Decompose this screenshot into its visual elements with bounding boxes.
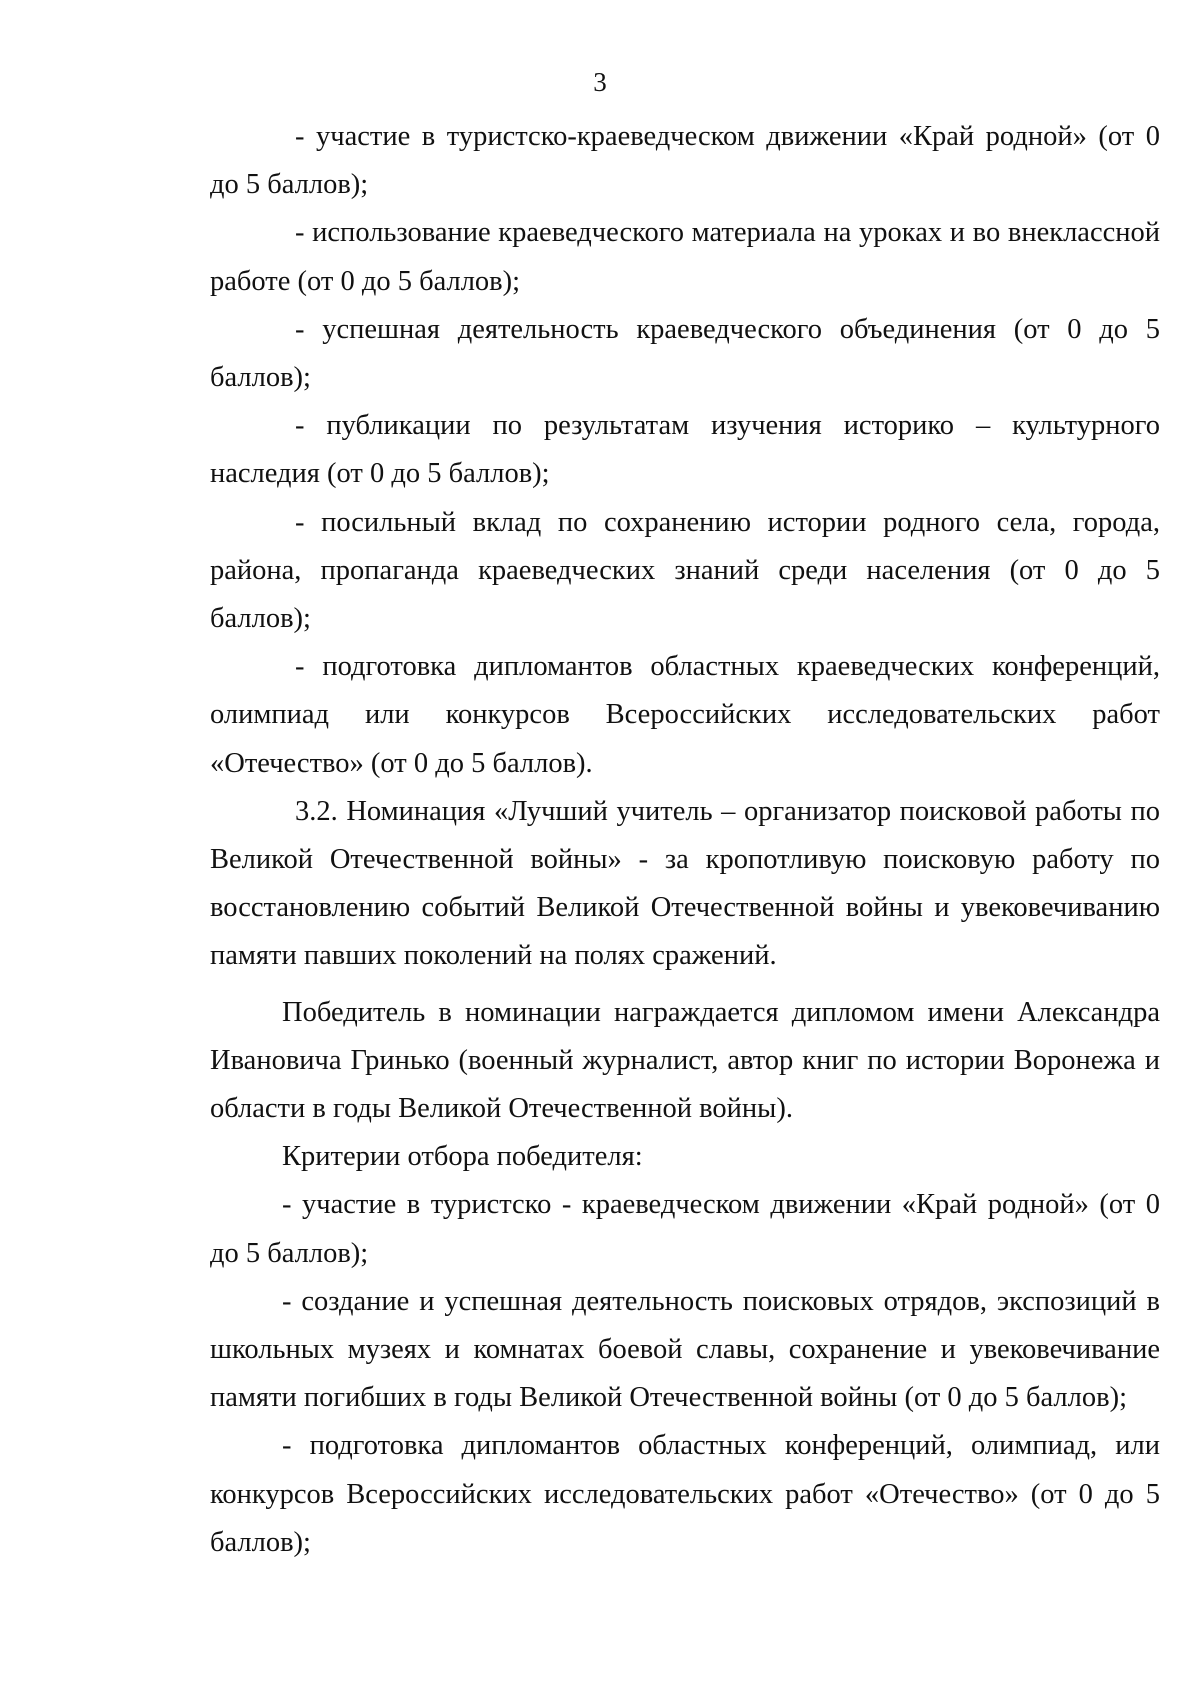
nomination-paragraph: 3.2. Номинация «Лучший учитель – организатор поисковой работы по Великой Отечественной войны» - за кропотливую поисковую работу по восстановлению событий Великой Отечественной войны и увековечиванию памяти павших поколений на полях сражений. <box>210 795 1160 972</box>
criterion-paragraph: - создание и успешная деятельность поисковых отрядов, экспозиций в школьных музеях и комнатах боевой славы, сохранение и увековечивание памяти погибших в годы Великой Отечественной войны (от 0 до 5 баллов); <box>210 1285 1160 1414</box>
criterion-paragraph: - участие в туристско - краеведческом движении «Край родной» (от 0 до 5 баллов); <box>210 1189 1160 1269</box>
criterion-paragraph: - посильный вклад по сохранению истории родного села, города, района, пропаганда краеведческих знаний среди населения (от 0 до 5 баллов); <box>210 506 1160 635</box>
criterion-paragraph: - публикации по результатам изучения историко – культурного наследия (от 0 до 5 баллов); <box>210 410 1160 490</box>
criterion-paragraph: - успешная деятельность краеведческого объединения (от 0 до 5 баллов); <box>210 313 1160 394</box>
criterion-paragraph: - подготовка дипломантов областных краеведческих конференций, олимпиад или конкурсов Всероссийских исследовательских работ «Отечество» (от 0 до 5 баллов). <box>210 651 1160 779</box>
document-body <box>210 113 1160 1567</box>
page-number: 3 <box>593 67 607 97</box>
criterion-paragraph: - подготовка дипломантов областных конференций, олимпиад, или конкурсов Всероссийских исследовательских работ «Отечество» (от 0 до 5 баллов); <box>210 1430 1160 1558</box>
criterion-paragraph: - использование краеведческого материала на уроках и во внеклассной работе (от 0 до 5 баллов); <box>210 217 1160 297</box>
selection-criteria-heading: Критерии отбора победителя: <box>282 1141 643 1173</box>
winner-award-paragraph: Победитель в номинации награждается дипломом имени Александра Ивановича Гринько (военный журналист, автор книг по истории Воронежа и области в годы Великой Отечественной войны). <box>210 996 1160 1125</box>
criterion-paragraph: - участие в туристско-краеведческом движении «Край родной» (от 0 до 5 баллов); <box>210 121 1160 201</box>
